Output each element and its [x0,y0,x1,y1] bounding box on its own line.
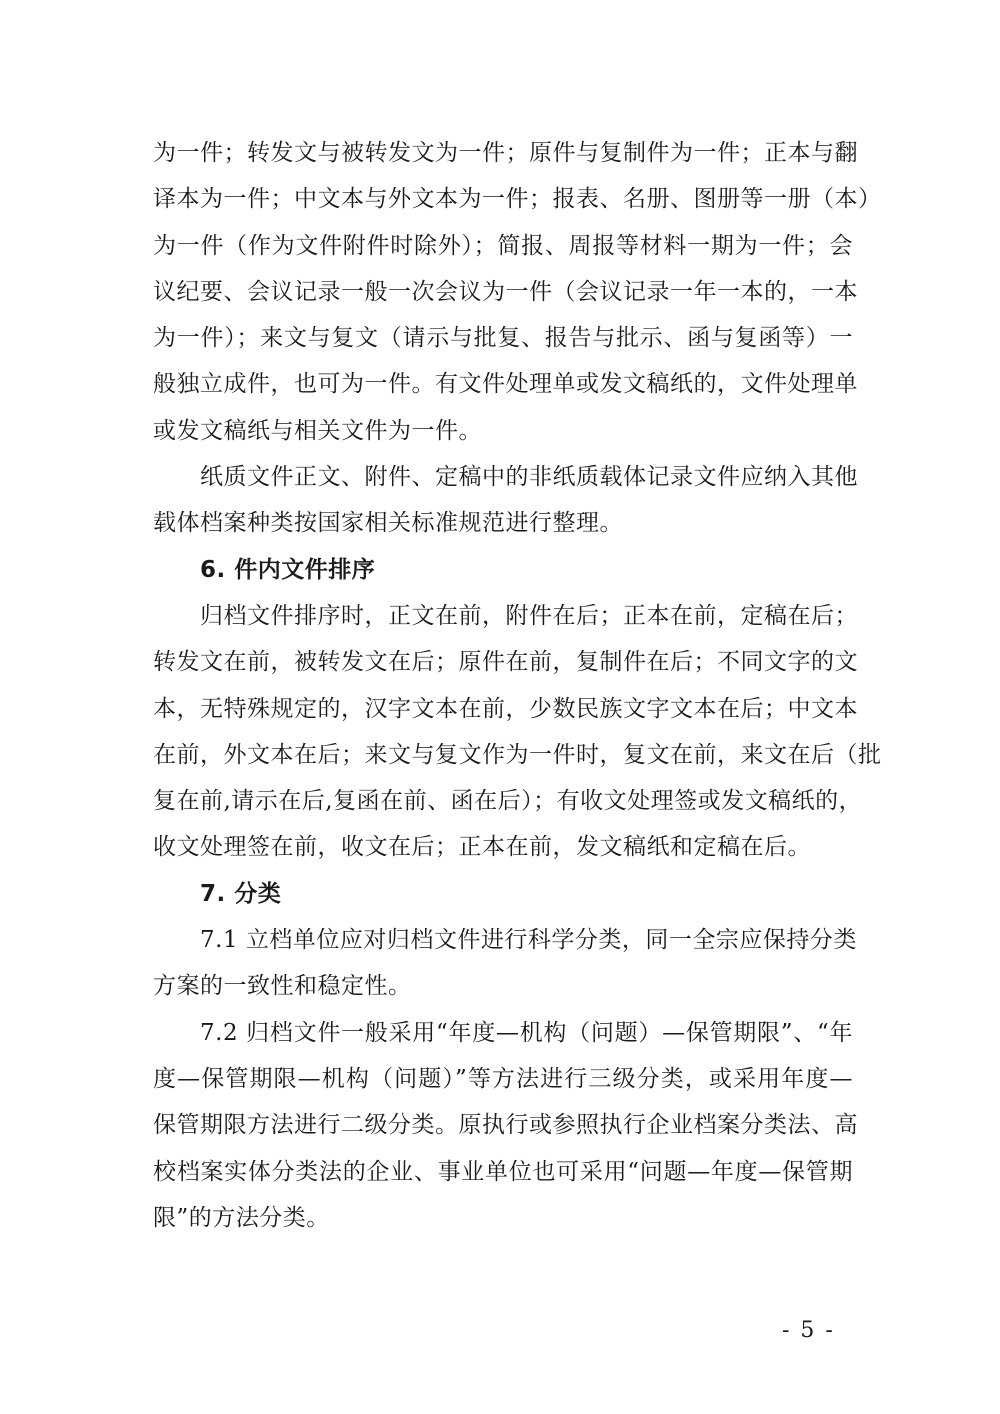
section-6 [153,547,882,871]
text-line: 方案的一致性和稳定性。 [153,973,412,1000]
text-line: 般独立成件，也可为一件。有文件处理单或发文稿纸的，文件处理单 [153,371,858,398]
text-line: 7.1 立档单位应对归档文件进行科学分类，同一全宗应保持分类 [200,927,857,954]
text-line: 收文处理签在前，收文在后；正本在前，发文稿纸和定稿在后。 [153,834,811,861]
text-line: 或发文稿纸与相关文件为一件。 [153,417,482,444]
text-line: 译本为一件；中文本与外文本为一件；报表、名册、图册等一册（本） [153,186,882,213]
text-line: 议纪要、会议记录一般一次会议为一件（会议记录一年一本的，一本 [153,278,858,305]
document-body [153,130,882,1241]
text-line: 转发文在前，被转发文在后；原件在前，复制件在后；不同文字的文 [153,649,858,676]
text-line: 为一件）；来文与复文（请示与批复、报告与批示、函与复函等）一 [153,325,853,352]
section-heading: 6. 件内文件排序 [200,556,376,583]
section-heading: 7. 分类 [200,880,282,907]
text-line: 载体档案种类按国家相关标准规范进行整理。 [153,510,623,537]
section-7 [153,871,858,1241]
text-line: 本，无特殊规定的，汉字文本在前，少数民族文字文本在后；中文本 [153,695,858,722]
text-line: 校档案实体分类法的企业、事业单位也可采用“问题—年度—保管期 [153,1158,853,1185]
text-line: 限”的方法分类。 [153,1204,330,1231]
text-line: 在前，外文本在后；来文与复文作为一件时，复文在前，来文在后（批 [153,741,882,768]
page-number: - 5 - [782,1318,835,1343]
paragraph-2 [153,454,858,547]
paragraph-1 [153,130,882,454]
text-line: 保管期限方法进行二级分类。原执行或参照执行企业档案分类法、高 [153,1112,858,1139]
text-line: 度—保管期限—机构（问题）”等方法进行三级分类，或采用年度— [153,1065,853,1092]
text-line: 纸质文件正文、附件、定稿中的非纸质载体记录文件应纳入其他 [200,464,858,491]
text-line: 为一件；转发文与被转发文为一件；原件与复制件为一件；正本与翻 [153,140,858,166]
text-line: 为一件（作为文件附件时除外）；简报、周报等材料一期为一件；会 [153,232,853,259]
text-line: 归档文件排序时，正文在前，附件在后；正本在前，定稿在后； [200,602,858,629]
text-line: 7.2 归档文件一般采用“年度—机构（问题）—保管期限”、“年 [200,1019,853,1046]
text-line: 复在前,请示在后,复函在前、函在后）；有收文处理签或发文稿纸的， [153,788,863,815]
